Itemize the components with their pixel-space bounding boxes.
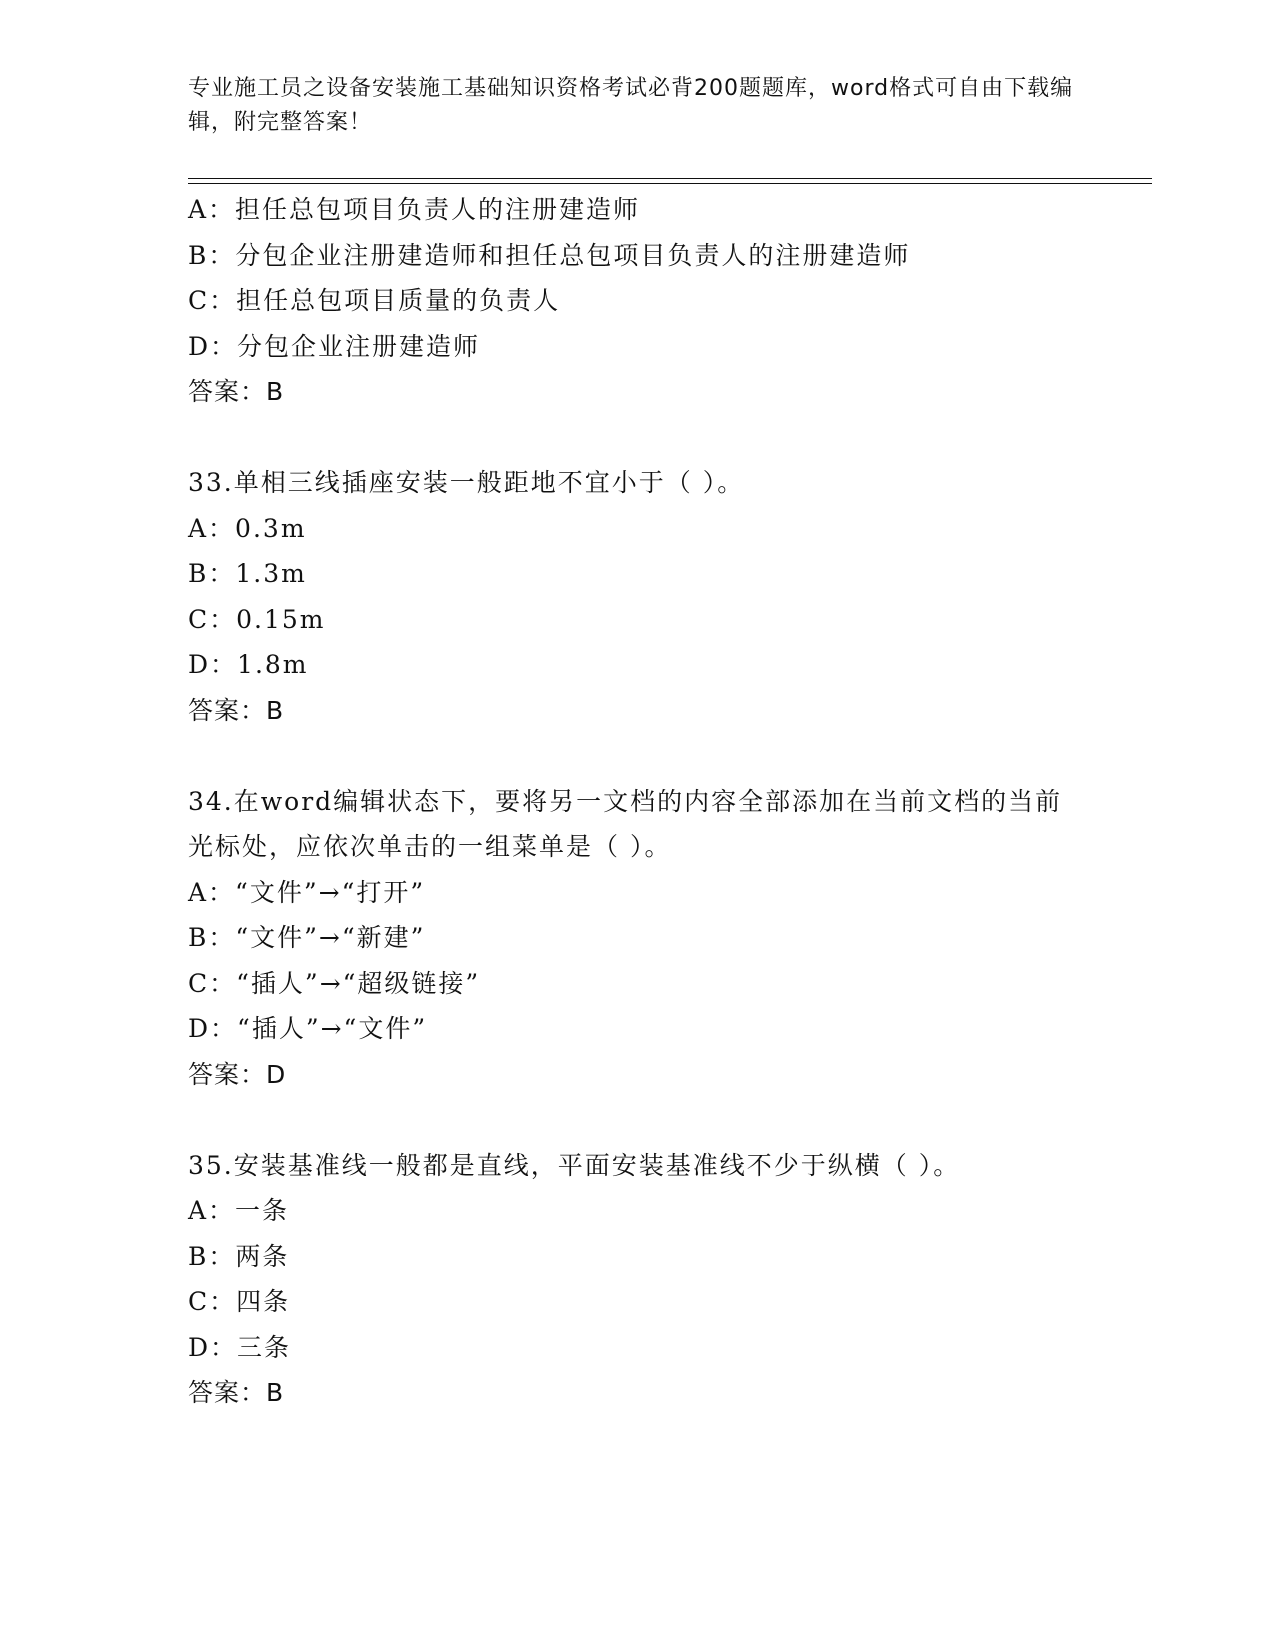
option-b: B：1.3m — [188, 559, 307, 588]
question-stem: 33.单相三线插座安装一般距地不宜小于（ ）。 — [188, 468, 745, 497]
option-d: D：三条 — [188, 1332, 292, 1362]
option-b: B：分包企业注册建造师和担任总包项目负责人的注册建造师 — [188, 240, 911, 270]
document-header: 专业施工员之设备安装施工基础知识资格考试必背200题题库，word格式可自由下载编辑，附完整答案！ — [188, 76, 1074, 135]
question-block-34 — [188, 779, 1152, 1098]
answer-line: 答案：B — [188, 377, 285, 406]
answer-line: 答案：D — [188, 1059, 287, 1089]
answer-line: 答案：B — [188, 1378, 285, 1407]
option-c: C：0.15m — [188, 604, 326, 634]
option-d: D：“插人”→“文件” — [188, 1014, 428, 1043]
header-rule-top — [188, 178, 1152, 179]
option-d: D：分包企业注册建造师 — [188, 331, 481, 361]
option-a: A：“文件”→“打开” — [188, 877, 426, 907]
question-block-carryover — [188, 187, 1152, 415]
option-c: C：四条 — [188, 1287, 291, 1316]
spacer — [188, 733, 1152, 779]
option-d: D：1.8m — [188, 650, 309, 679]
option-b: B：两条 — [188, 1241, 290, 1271]
option-b: B：“文件”→“新建” — [188, 923, 426, 952]
question-block-33 — [188, 460, 1152, 733]
header-rule-bottom — [188, 183, 1152, 184]
question-block-35 — [188, 1143, 1152, 1416]
spacer — [188, 1097, 1152, 1143]
question-stem: 34.在word编辑状态下，要将另一文档的内容全部添加在当前文档的当前光标处，应依次单击的一组菜单是（ ）。 — [188, 786, 1063, 861]
spacer — [188, 415, 1152, 461]
question-list — [188, 187, 1152, 1416]
option-c: C：“插人”→“超级链接” — [188, 968, 481, 998]
option-a: A：担任总包项目负责人的注册建造师 — [188, 195, 641, 224]
option-c: C：担任总包项目质量的负责人 — [188, 286, 561, 315]
option-a: A：一条 — [188, 1196, 290, 1225]
question-stem: 35.安装基准线一般都是直线，平面安装基准线不少于纵横（ ）。 — [188, 1150, 961, 1180]
option-a: A：0.3m — [188, 513, 307, 543]
answer-line: 答案：B — [188, 695, 285, 725]
